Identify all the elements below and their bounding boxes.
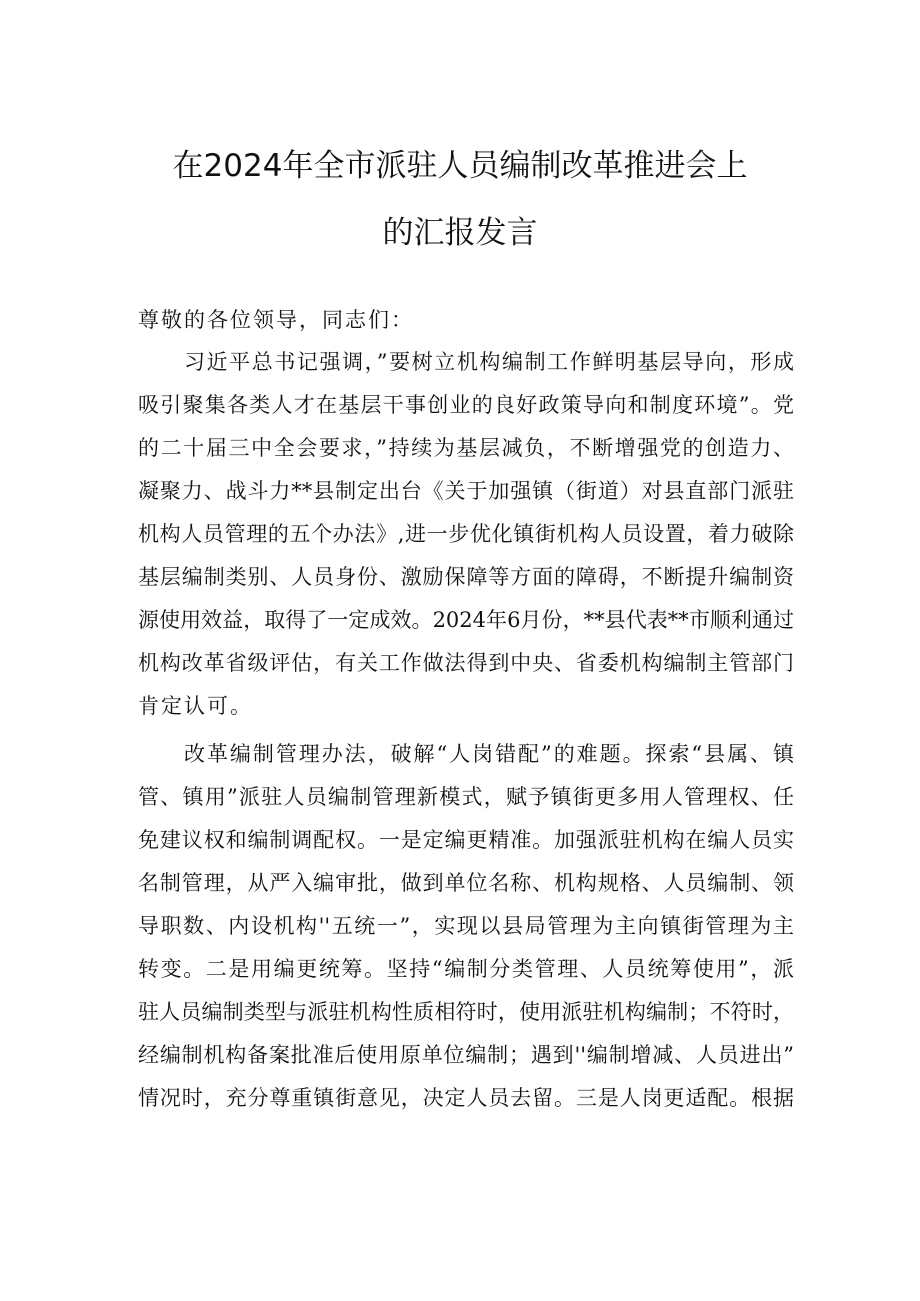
paragraph-2-line: 驻人员编制类型与派驻机构性质相符时，使用派驻机构编制；不符时， <box>138 1000 794 1024</box>
paragraph-1-line: 机构改革省级评估，有关工作做法得到中央、省委机构编制主管部门 <box>138 651 794 675</box>
paragraph-1-line: 习近平总书记强调，”要树立机构编制工作鲜明基层导向，形成 <box>184 350 794 374</box>
paragraph-2-line: 情况时，充分尊重镇街意见，决定人员去留。三是人岗更适配。根据 <box>138 1086 794 1110</box>
document-title-line-1: 在2024年全市派驻人员编制改革推进会上 <box>172 148 748 184</box>
paragraph-2-line: 管、镇用”派驻人员编制管理新模式，赋予镇街更多用人管理权、任 <box>138 785 794 809</box>
paragraph-1-line: 凝聚力、战斗力**县制定出台《关于加强镇（街道）对县直部门派驻 <box>138 479 794 503</box>
paragraph-1-line: 源使用效益，取得了一定成效。2024年6月份，**县代表**市顺利通过 <box>138 608 794 632</box>
paragraph-1-line: 机构人员管理的五个办法》,进一步优化镇街机构人员设置，着力破除 <box>138 522 794 546</box>
paragraph-1-line: 肯定认可。 <box>138 694 253 718</box>
greeting: 尊敬的各位领导，同志们： <box>138 308 414 332</box>
document-title-line-2: 的汇报发言 <box>382 215 538 251</box>
paragraph-1-line: 吸引聚集各类人才在基层干事创业的良好政策导向和制度环境”。党 <box>138 393 794 417</box>
paragraph-2-line: 改革编制管理办法，破解“人岗错配”的难题。探索“县属、镇 <box>184 742 794 766</box>
paragraph-2-line: 免建议权和编制调配权。一是定编更精准。加强派驻机构在编人员实 <box>138 828 794 852</box>
paragraph-2-line: 导职数、内设机构''五统一”，实现以县局管理为主向镇街管理为主 <box>138 914 794 938</box>
paragraph-1-line: 的二十届三中全会要求，”持续为基层减负，不断增强党的创造力、 <box>138 436 794 460</box>
paragraph-2-line: 经编制机构备案批准后使用原单位编制；遇到''编制增减、人员进出” <box>138 1043 794 1067</box>
paragraph-2-line: 转变。二是用编更统筹。坚持“编制分类管理、人员统筹使用”，派 <box>138 957 794 981</box>
paragraph-1-line: 基层编制类别、人员身份、激励保障等方面的障碍，不断提升编制资 <box>138 565 794 589</box>
paragraph-2-line: 名制管理，从严入编审批，做到单位名称、机构规格、人员编制、领 <box>138 871 794 895</box>
